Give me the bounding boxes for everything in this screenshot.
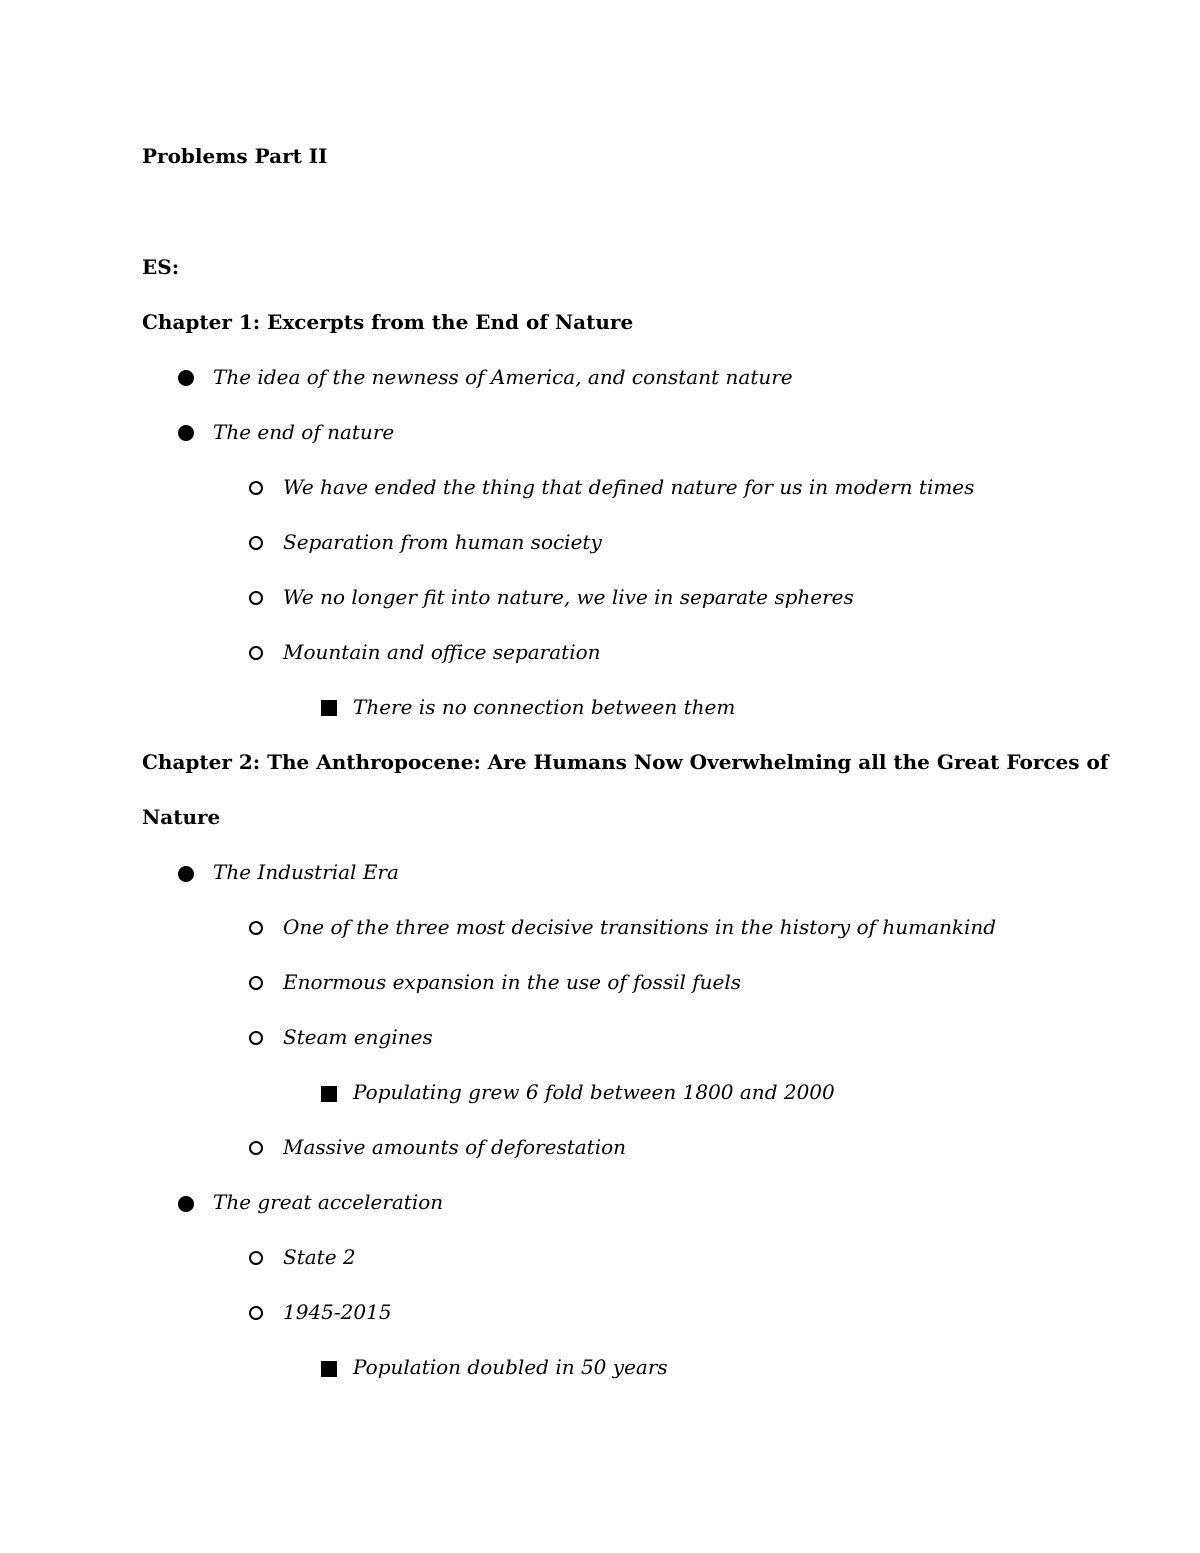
circle-bullet-icon: [249, 591, 263, 605]
list-item: Enormous expansion in the use of fossil fuels: [283, 970, 742, 994]
list-item: We have ended the thing that defined nature for us in modern times: [283, 475, 975, 499]
disc-bullet-icon: [178, 1196, 194, 1212]
circle-bullet-icon: [249, 1251, 263, 1265]
circle-bullet-icon: [249, 921, 263, 935]
list-item: Massive amounts of deforestation: [283, 1135, 627, 1159]
list-item: The Industrial Era: [213, 860, 399, 884]
circle-bullet-icon: [249, 1306, 263, 1320]
list-item: Separation from human society: [283, 530, 602, 554]
list-item: Steam engines: [283, 1025, 433, 1049]
disc-bullet-icon: [178, 425, 194, 441]
circle-bullet-icon: [249, 1141, 263, 1155]
list-item: The end of nature: [213, 420, 395, 444]
disc-bullet-icon: [178, 370, 194, 386]
chapter-2-heading: Chapter 2: The Anthropocene: Are Humans Now Overwhelming all the Great Forces of: [142, 750, 1109, 774]
circle-bullet-icon: [249, 646, 263, 660]
section-label: ES:: [142, 255, 180, 279]
list-item: Population doubled in 50 years: [353, 1355, 668, 1379]
list-item: 1945-2015: [283, 1300, 392, 1324]
circle-bullet-icon: [249, 481, 263, 495]
chapter-2-heading-continued: Nature: [142, 805, 221, 829]
chapter-1-heading: Chapter 1: Excerpts from the End of Nature: [142, 310, 634, 334]
disc-bullet-icon: [178, 866, 194, 882]
circle-bullet-icon: [249, 976, 263, 990]
list-item: We no longer fit into nature, we live in separate spheres: [283, 585, 854, 609]
circle-bullet-icon: [249, 536, 263, 550]
list-item: The idea of the newness of America, and constant nature: [213, 365, 793, 389]
list-item: Populating grew 6 fold between 1800 and 2000: [353, 1080, 835, 1104]
list-item: The great acceleration: [213, 1190, 444, 1214]
square-bullet-icon: [321, 1086, 337, 1102]
square-bullet-icon: [321, 700, 337, 716]
document-title: Problems Part II: [142, 144, 328, 168]
list-item: Mountain and office separation: [283, 640, 601, 664]
list-item: State 2: [283, 1245, 356, 1269]
square-bullet-icon: [321, 1361, 337, 1377]
list-item: One of the three most decisive transitions in the history of humankind: [283, 915, 997, 939]
circle-bullet-icon: [249, 1031, 263, 1045]
list-item: There is no connection between them: [353, 695, 736, 719]
